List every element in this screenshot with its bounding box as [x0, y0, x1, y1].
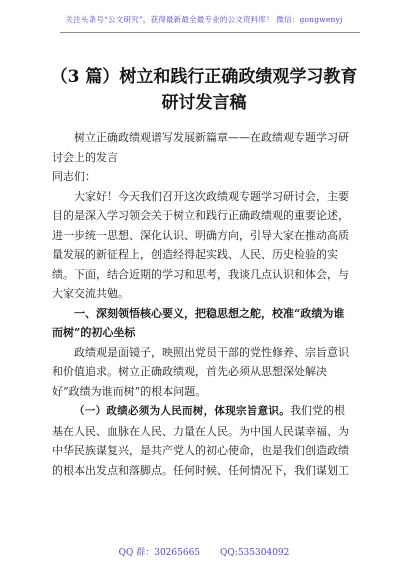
header-notice: 关注头条号“公文研究”，获得最新最全最专业的公文资料库！ 微信：gongwenyj: [65, 15, 343, 24]
title-line-2: 研讨发言稿: [161, 93, 247, 113]
paragraph-2: 政绩观是面镜子，映照出党员干部的党性修养、宗旨意识和价值追求。树立正确政绩观，首先必须从思想深处解决好“政绩为谁而树”的根本问题。: [52, 345, 349, 398]
document-title: [40, 64, 368, 116]
subtitle: 树立正确政绩观谱写发展新篇章——在政绩观专题学习研讨会上的发言: [52, 131, 349, 164]
footer: [0, 545, 408, 558]
subsection-heading-1: （一）政绩必须为人民而树，体现宗旨意识。: [74, 405, 290, 417]
title-line-1: （3 篇）树立和践行正确政绩观学习教育: [50, 67, 358, 87]
document-body: [52, 128, 352, 480]
footer-qq: QQ:535304092: [220, 548, 290, 558]
paragraph-3: [52, 401, 352, 480]
section-heading-1: 一、深刻领悟核心要义，把稳思想之舵，校准“政绩为谁而树”的初心坐标: [52, 306, 345, 339]
footer-qq-group: QQ 群：30265665: [118, 548, 201, 558]
paragraph-1: 大家好！今天我们召开这次政绩观专题学习研讨会，主要目的是深入学习领会关于树立和践行正确政绩观的重要论述，进一步统一思想、深化认识、明确方向，引导大家在推动高质量发展的新征程上，创造经得起实践、人民、历史检验的实绩。下面，结合近期的学习和思考，我谈几点认识和体会，与大家交流共勉。: [52, 189, 349, 300]
header-divider: [60, 32, 360, 33]
greeting: 同志们：: [52, 170, 96, 183]
paragraph-3-text: 我们党的根基在人民、血脉在人民、力量在人民。为中国人民谋幸福、为中华民族谋复兴，是共产党人的初心使命，也是我们创造政绩的根本出发点和落脚点。任何时候、任何情况下，我们谋划工: [52, 404, 349, 477]
